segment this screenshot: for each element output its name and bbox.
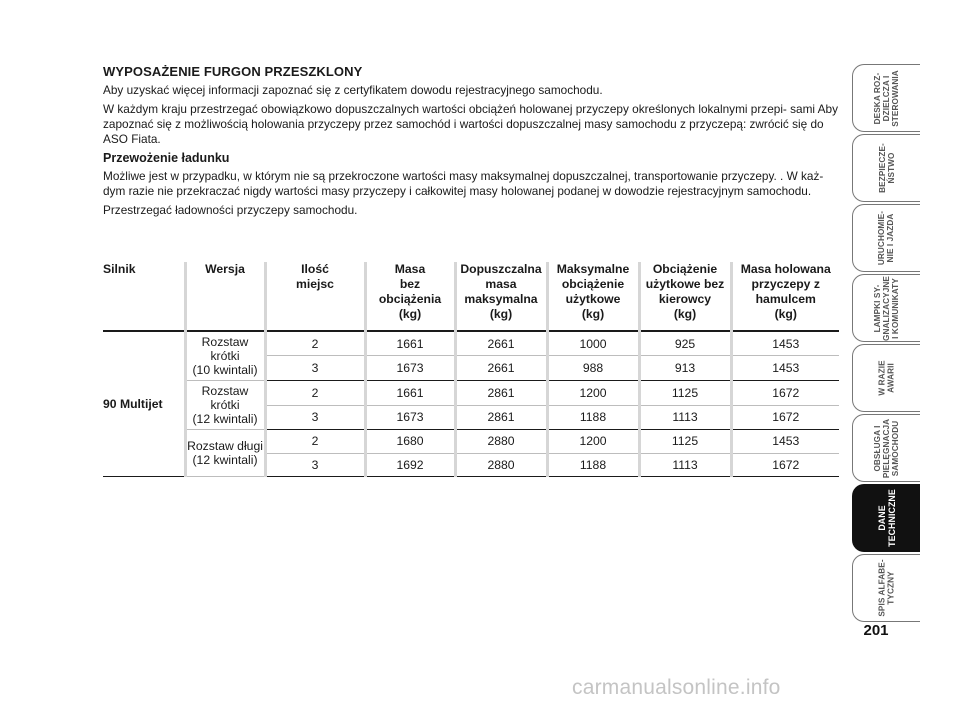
table-cell: 1453: [731, 331, 839, 356]
tab-label: URUCHOMIE- NIE I JAZDA: [877, 210, 896, 266]
header-max-mass-text: Dopuszczalna masa maksymalna (kg): [460, 262, 542, 321]
document-body: [103, 64, 839, 222]
chapter-tabs: [852, 64, 920, 624]
table-cell: 1453: [731, 430, 839, 454]
table-cell: 1188: [547, 405, 639, 430]
table-cell: 2: [265, 430, 365, 454]
table-cell: 1680: [365, 430, 455, 454]
table-cell: 988: [547, 356, 639, 381]
table-row: [103, 331, 839, 356]
table-cell: 2861: [455, 381, 547, 406]
table-cell: 1453: [731, 356, 839, 381]
tab-label: DANE TECHNICZNE: [876, 489, 897, 547]
tab-safety[interactable]: [852, 134, 920, 202]
table-cell: 3: [265, 453, 365, 477]
paragraph: Aby uzyskać więcej informacji zapoznać się z certyfikatem dowodu rejestracyjnego samochodu.: [103, 83, 603, 97]
table-cell: 2880: [455, 453, 547, 477]
table-row: [103, 430, 839, 454]
tab-label: OBSŁUGA I PIELĘGNACJA SAMOCHODU: [873, 418, 900, 478]
table-cell: 1200: [547, 381, 639, 406]
table-cell: 1673: [365, 356, 455, 381]
header-kerb-mass-text: Masa bez obciążenia (kg): [378, 262, 442, 321]
watermark: carmanualsonline.info: [572, 676, 781, 699]
table-cell: 3: [265, 356, 365, 381]
weights-table: [103, 262, 839, 477]
header-seats: [265, 262, 365, 331]
header-payload: [547, 262, 639, 331]
table-cell: 925: [639, 331, 731, 356]
tab-label: DESKA ROZ- DZIELCZA I STEROWANIA: [873, 69, 900, 127]
table-cell: 1661: [365, 381, 455, 406]
header-payload-no-driver: [639, 262, 731, 331]
table-cell: 1125: [639, 381, 731, 406]
table-header-row: [103, 262, 839, 331]
table-row: [103, 381, 839, 406]
table-cell: 1125: [639, 430, 731, 454]
version-cell: [185, 430, 265, 477]
tab-emergency[interactable]: [852, 344, 920, 412]
table-cell: 1692: [365, 453, 455, 477]
header-seats-text: Ilość miejsc: [296, 262, 334, 291]
table-cell: 2861: [455, 405, 547, 430]
table-cell: 1661: [365, 331, 455, 356]
table-cell: 1000: [547, 331, 639, 356]
paragraph: W każdym kraju przestrzegać obowiązkowo dopuszczalnych wartości obciążeń holowanej przyczepy określonych lokalnymi przepi- sami Aby zapoznać się z możliwością holowania przyczepy przez samochód i wartości dopuszczalnej masy samochodu z przyczepą: zwrócić się do ASO Fiata.: [103, 102, 839, 146]
table-cell: 1672: [731, 381, 839, 406]
tab-label: LAMPKI SY- GNALIZACYJNE I KOMUNIKATY: [872, 275, 900, 341]
table-cell: 2: [265, 381, 365, 406]
paragraph: Możliwe jest w przypadku, w którym nie są przekroczone wartości masy maksymalnej dopuszczalnej, transportowanie przyczepy. . W każ- dym razie nie przekraczać nigdy wartości masy przyczepy i całkowitej masy holowanej podanej w dowodzie rejestracyjnym samochodu.: [103, 169, 824, 198]
paragraph: Przestrzegać ładowności przyczepy samochodu.: [103, 203, 358, 217]
table-cell: 1200: [547, 430, 639, 454]
table-cell: 1672: [731, 405, 839, 430]
engine-cell: 90 Multijet: [103, 331, 185, 477]
version-text: Rozstaw długi (12 kwintali): [187, 439, 263, 467]
header-payload-no-driver-text: Obciążenie użytkowe bez kierowcy (kg): [645, 262, 725, 321]
table-cell: 1113: [639, 405, 731, 430]
version-cell: [185, 331, 265, 381]
table-cell: 2880: [455, 430, 547, 454]
page-number: 201: [863, 622, 889, 639]
tab-warning-lights[interactable]: [852, 274, 920, 342]
table-cell: 2661: [455, 356, 547, 381]
version-cell: [185, 381, 265, 430]
table-cell: 2: [265, 331, 365, 356]
section-heading: WYPOSAŻENIE FURGON PRZESZKLONY: [103, 64, 363, 79]
tab-label: SPIS ALFABE- TYCZNY: [877, 559, 896, 617]
table-cell: 1673: [365, 405, 455, 430]
table-cell: 1188: [547, 453, 639, 477]
header-engine: Silnik: [103, 262, 185, 331]
header-version: Wersja: [185, 262, 265, 331]
table-cell: 913: [639, 356, 731, 381]
subsection-heading: Przewożenie ładunku: [103, 151, 230, 165]
tab-label: BEZPIECZE- ŃSTWO: [877, 143, 896, 193]
version-text: Rozstaw krótki (12 kwintali): [192, 384, 258, 426]
version-text: Rozstaw krótki (10 kwintali): [192, 335, 258, 377]
header-kerb-mass: [365, 262, 455, 331]
header-towing-mass-text: Masa holowana przyczepy z hamulcem (kg): [740, 262, 831, 321]
tab-label: W RAZIE AWARII: [877, 360, 896, 396]
header-max-mass: [455, 262, 547, 331]
table-cell: 1672: [731, 453, 839, 477]
tab-technical-data[interactable]: [852, 484, 920, 552]
table-cell: 2661: [455, 331, 547, 356]
tab-dashboard[interactable]: [852, 64, 920, 132]
tab-index[interactable]: [852, 554, 920, 622]
tab-maintenance[interactable]: [852, 414, 920, 482]
tab-starting-driving[interactable]: [852, 204, 920, 272]
header-towing-mass: [731, 262, 839, 331]
table-cell: 1113: [639, 453, 731, 477]
table-cell: 3: [265, 405, 365, 430]
header-payload-text: Maksymalne obciążenie użytkowe (kg): [556, 262, 630, 321]
